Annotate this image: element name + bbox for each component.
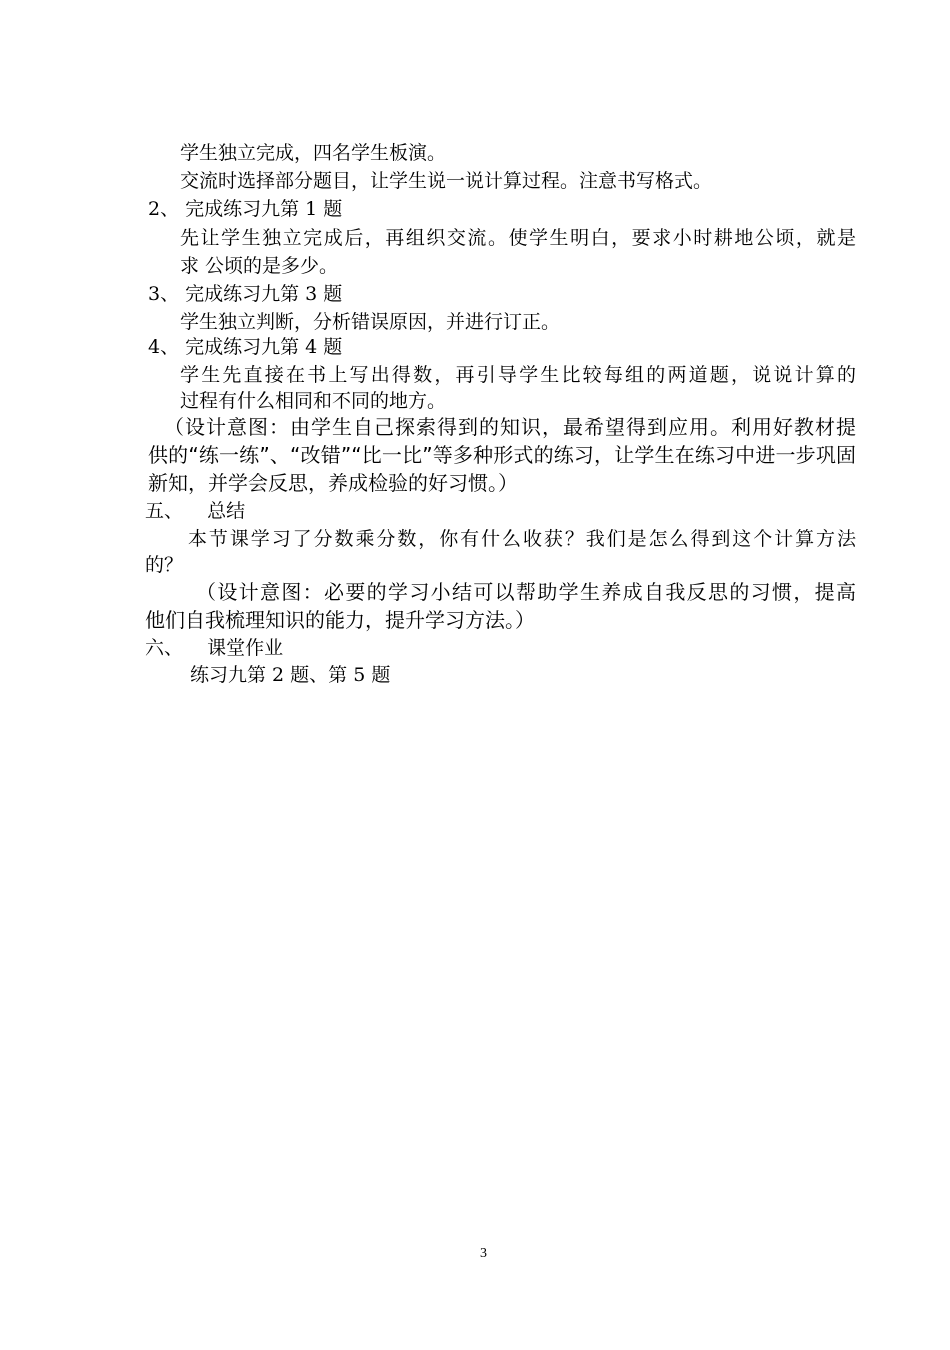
list-item-2-heading: 2、 完成练习九第 1 题 [148,198,343,220]
homework-line: 练习九第 2 题、第 5 题 [190,664,391,686]
paragraph-line-2: 交流时选择部分题目，让学生说一说计算过程。注意书写格式。 [180,170,713,192]
paragraph-line-1: 学生独立完成，四名学生板演。 [180,142,447,164]
list-item-4-heading: 4、 完成练习九第 4 题 [148,336,343,358]
design-intent-line-3: 新知，并学会反思，养成检验的好习惯。） [148,471,518,495]
paragraph-line-16: 的？ [145,554,184,576]
paragraph-line-7: 学生独立判断，分析错误原因，并进行订正。 [180,311,561,333]
paragraph-line-10: 过程有什么相同和不同的地方。 [180,390,447,412]
design-intent-line-2: 供的“练一练”、“改错”“比一比”等多种形式的练习，让学生在练习中进一步巩固 [148,443,856,467]
list-item-3-heading: 3、 完成练习九第 3 题 [148,283,343,305]
page-number: 3 [480,1246,487,1261]
section-6-heading: 六、 课堂作业 [145,637,284,659]
paragraph-line-4: 先让学生独立完成后，再组织交流。使学生明白，要求小时耕地公顷，就是 [180,227,856,249]
paragraph-line-9: 学生先直接在书上写出得数，再引导学生比较每组的两道题，说说计算的 [180,364,856,386]
paragraph-line-15: 本节课学习了分数乘分数，你有什么收获？我们是怎么得到这个计算方法 [188,528,856,550]
paragraph-line-5: 求 公顷的是多少。 [180,255,339,277]
design-intent-line-5: 他们自我梳理知识的能力，提升学习方法。） [145,608,535,632]
section-5-heading: 五、 总结 [145,500,246,522]
design-intent-line-4: （设计意图：必要的学习小结可以帮助学生养成自我反思的习惯，提高 [196,580,856,604]
design-intent-line-1: （设计意图：由学生自己探索得到的知识，最希望得到应用。利用好教材提 [164,415,856,439]
